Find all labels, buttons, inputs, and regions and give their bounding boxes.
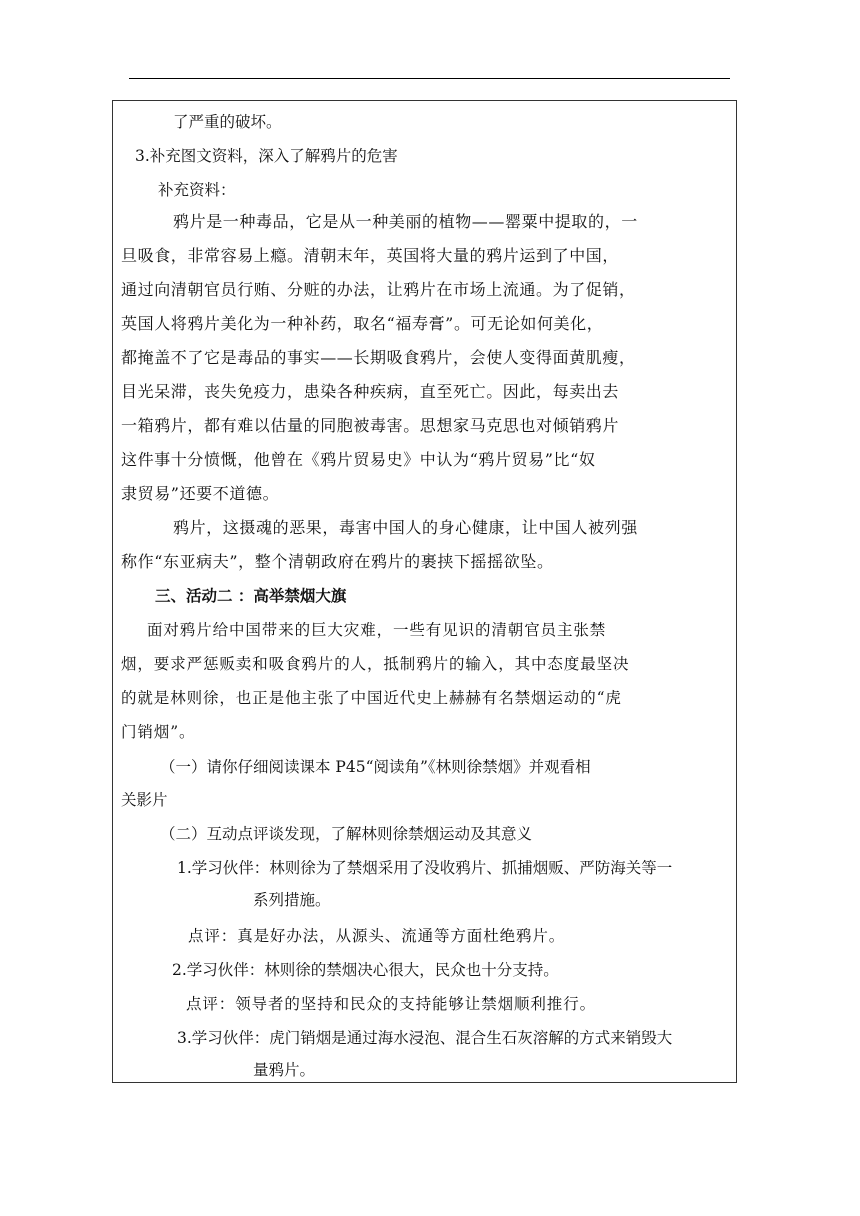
text-line: 这件事十分愤慨，他曾在《鸦片贸易史》中认为“鸦片贸易”比“奴 xyxy=(121,450,596,469)
text-line: 了严重的破坏。 xyxy=(173,113,282,131)
text-line: 称作“东亚病夫”，整个清朝政府在鸦片的裹挟下摇摇欲坠。 xyxy=(121,552,554,571)
list-item: 1.学习伙伴：林则徐为了禁烟采用了没收鸦片、抓捕烟贩、严防海关等一 xyxy=(177,859,673,877)
list-item: 3.学习伙伴：虎门销烟是通过海水浸泡、混合生石灰溶解的方式来销毁大 xyxy=(177,1029,673,1047)
sub-heading: （二）互动点评谈发现，了解林则徐禁烟运动及其意义 xyxy=(160,825,533,843)
text-line: 补充资料： xyxy=(158,181,236,199)
text-line: 通过向清朝官员行贿、分赃的办法，让鸦片在市场上流通。为了促销， xyxy=(121,280,636,299)
text-line: 目光呆滞，丧失免疫力，患染各种疾病，直至死亡。因此，每卖出去 xyxy=(121,382,620,401)
list-item-continuation: 量鸦片。 xyxy=(253,1061,316,1079)
comment-line: 点评：真是好办法，从源头、流通等方面杜绝鸦片。 xyxy=(188,927,566,945)
list-item-continuation: 系列措施。 xyxy=(253,891,331,909)
text-line: 都掩盖不了它是毒品的事实——长期吸食鸦片，会使人变得面黄肌瘦， xyxy=(121,348,636,367)
list-item: 2.学习伙伴：林则徐的禁烟决心很大，民众也十分支持。 xyxy=(172,961,559,979)
header-rule xyxy=(129,78,730,79)
sub-heading: （一）请你仔细阅读课本 P45“阅读角”《林则徐禁烟》并观看相 xyxy=(160,758,591,776)
text-line: 隶贸易”还要不道德。 xyxy=(121,484,280,503)
text-line: 关影片 xyxy=(121,791,168,809)
text-line: 一箱鸦片，都有难以估量的同胞被毒害。思想家马克思也对倾销鸦片 xyxy=(121,416,620,435)
section-heading-activity-two: 三、活动二 ：高举禁烟大旗 xyxy=(155,587,347,605)
text-line: 的就是林则徐，也正是他主张了中国近代史上赫赫有名禁烟运动的“虎 xyxy=(121,689,622,707)
text-line: 烟，要求严惩贩卖和吸食鸦片的人，抵制鸦片的输入，其中态度最坚决 xyxy=(121,655,630,673)
text-line: 门销烟”。 xyxy=(121,723,196,741)
section-heading: 3.补充图文资料，深入了解鸦片的危害 xyxy=(135,147,398,165)
text-line: 旦吸食，非常容易上瘾。清朝末年，英国将大量的鸦片运到了中国， xyxy=(121,246,620,265)
text-line: 面对鸦片给中国带来的巨大灾难，一些有见识的清朝官员主张禁 xyxy=(147,621,607,639)
text-line: 鸦片，这摄魂的恶果，毒害中国人的身心健康，让中国人被列强 xyxy=(173,518,638,537)
text-line: 英国人将鸦片美化为一种补药，取名“福寿膏”。可无论如何美化， xyxy=(121,314,604,333)
comment-line: 点评：领导者的坚持和民众的支持能够让禁烟顺利推行。 xyxy=(186,995,597,1013)
text-line: 鸦片是一种毒品，它是从一种美丽的植物——罂粟中提取的，一 xyxy=(173,212,638,231)
